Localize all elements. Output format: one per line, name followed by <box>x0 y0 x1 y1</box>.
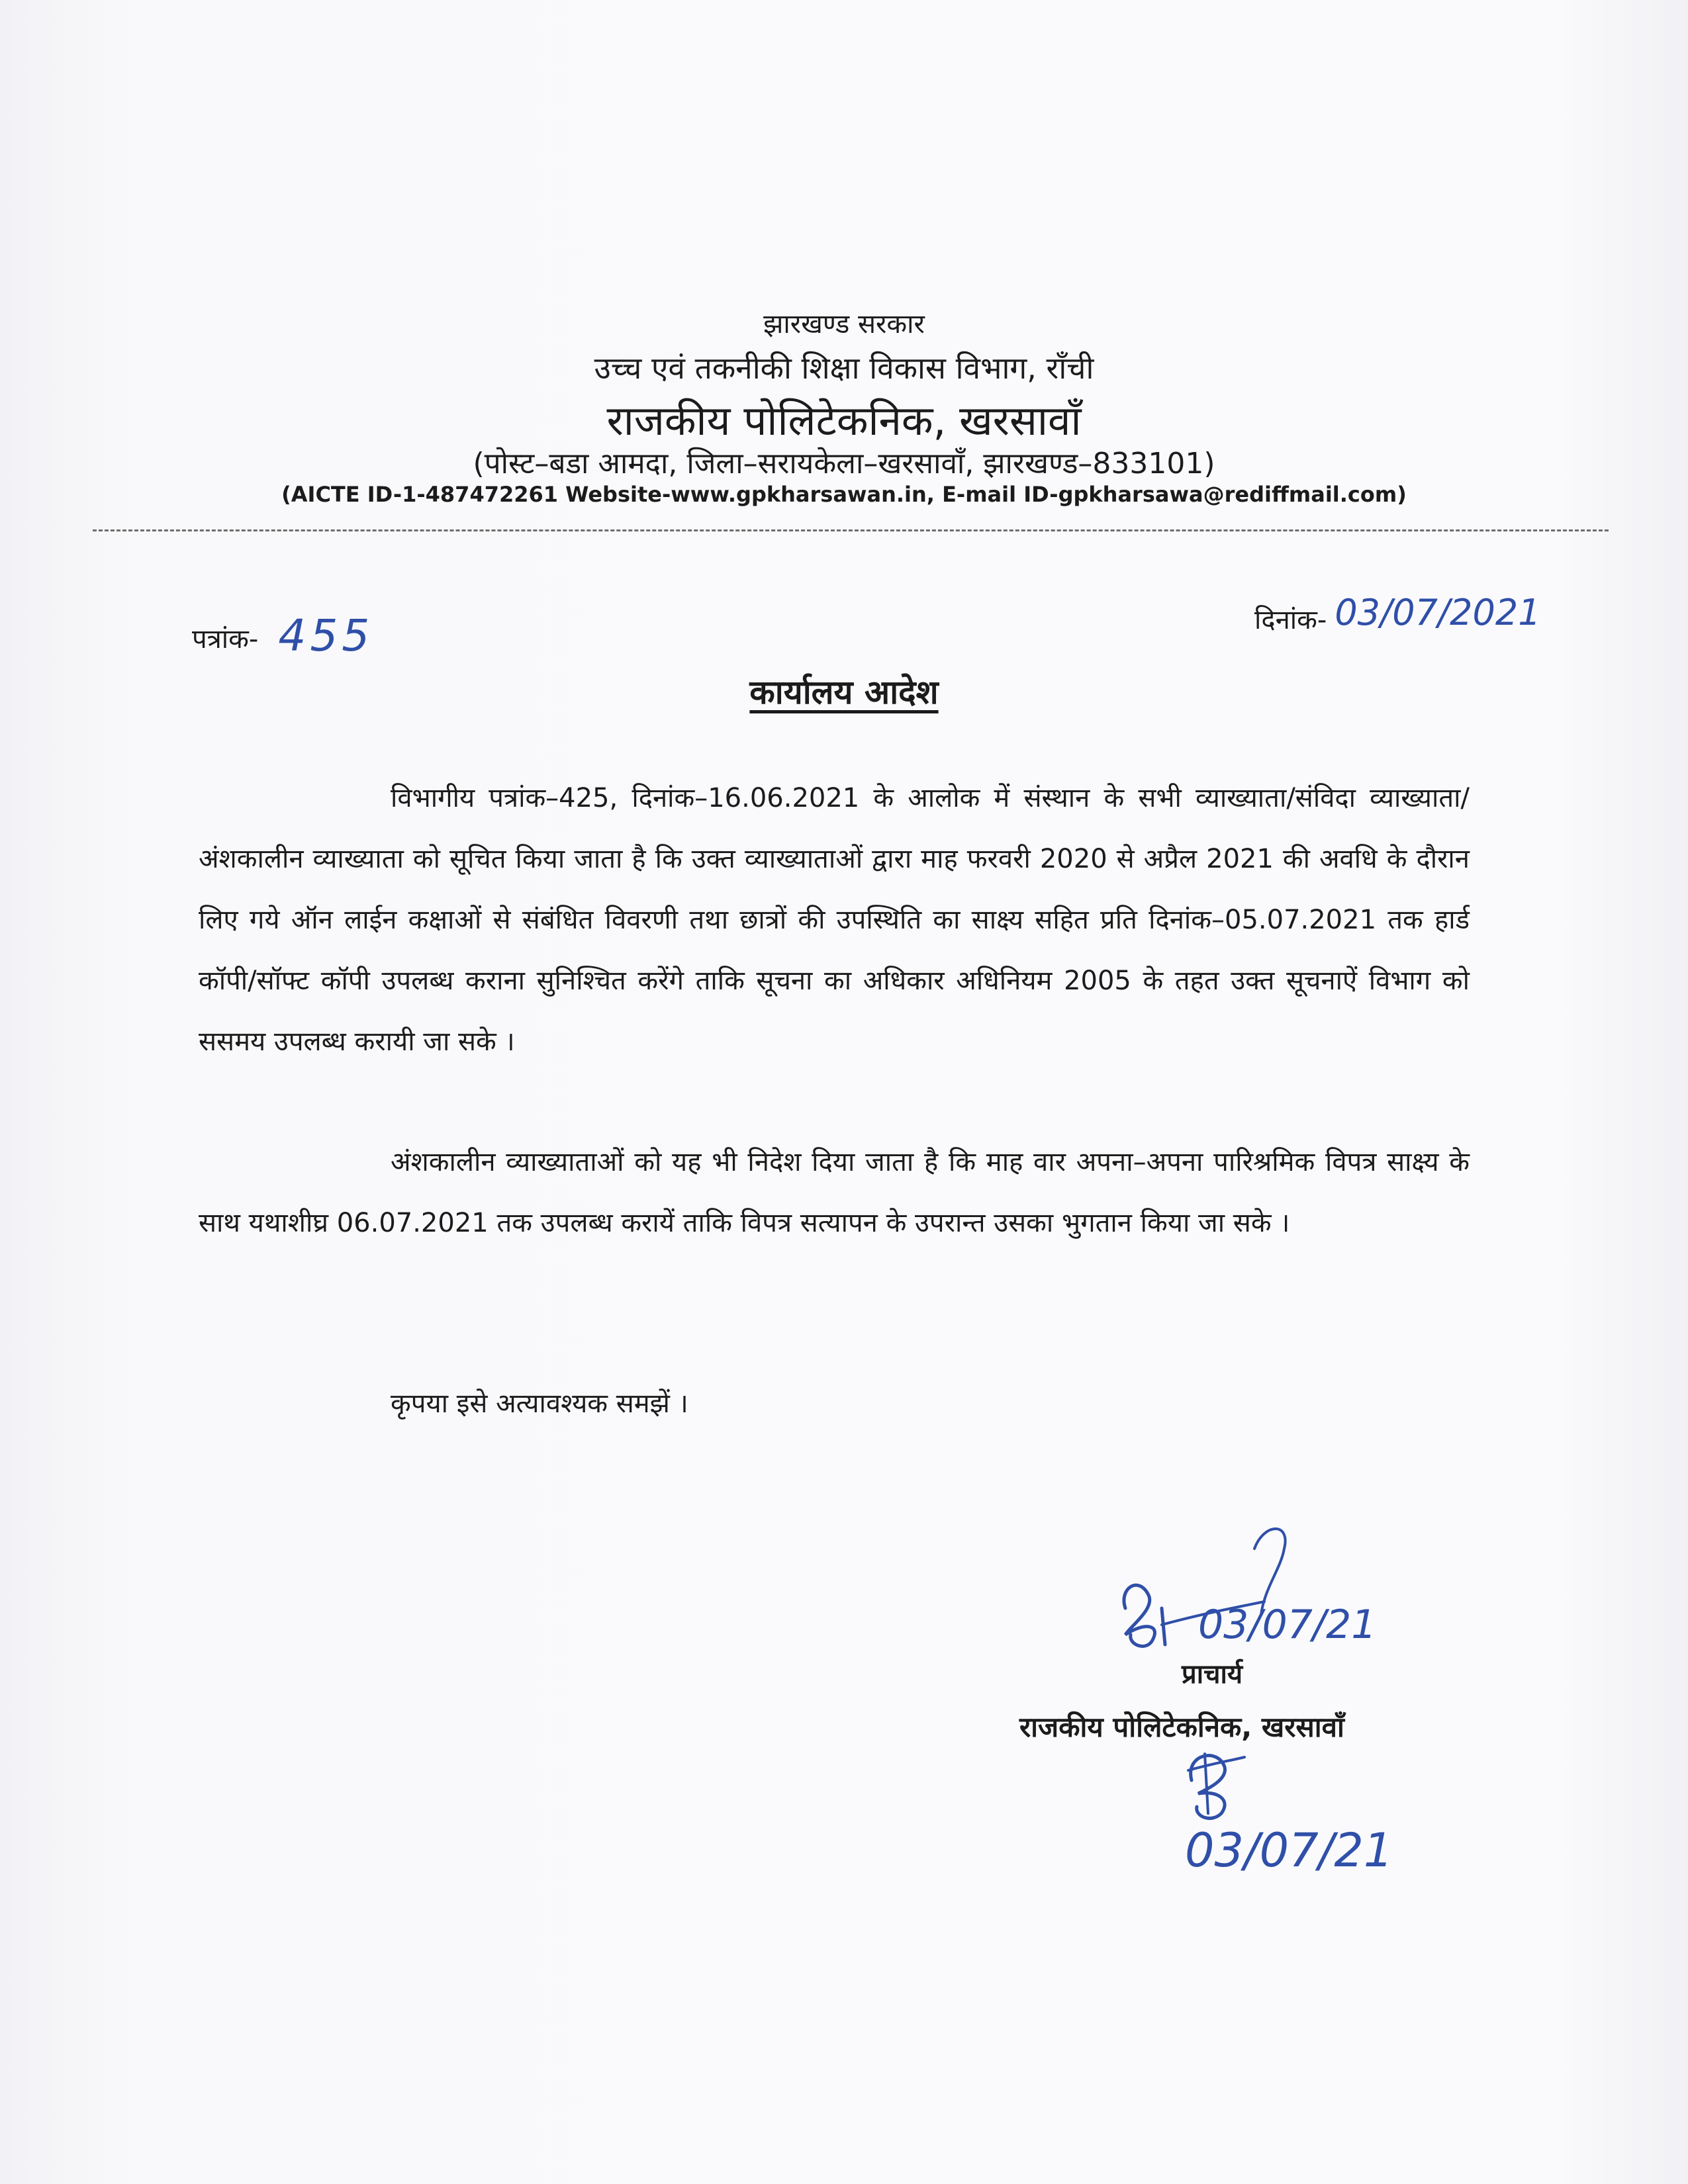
reference-number <box>192 608 373 659</box>
paragraph-2 <box>199 1132 1470 1253</box>
designation-principal: प्राचार्य <box>1182 1659 1243 1690</box>
paragraph-3 <box>199 1373 1470 1434</box>
paragraph-1-text: विभागीय पत्रांक–425, दिनांक–16.06.2021 के आलोक में संस्थान के सभी व्याख्याता/संविदा व्याख्याता/अंशकालीन व्याख्याता को सूचित किया जाता है कि उक्त व्याख्याताओं द्वारा माह फरवरी 2020 से अप्रैल 2021 की अवधि के दौरान लिए गये ऑन लाईन कक्षाओं से संबंधित विवरणी तथा छात्रों की उपस्थिति का साक्ष्य सहित प्रति दिनांक–05.07.2021 तक हार्ड कॉपी/सॉफ्ट कॉपी उपलब्ध कराना सुनिश्चित करेंगे ताकि सूचना का अधिकार अधिनियम 2005 के तहत उक्त सूचनाऐं विभाग को ससमय उपलब्ध करायी जा सके । <box>199 783 1470 1057</box>
header-address: (पोस्ट–बडा आमदा, जिला–सरायकेला–खरसावाँ, झारखण्ड–833101) <box>473 447 1215 480</box>
handwritten-signature <box>1099 1509 1417 1681</box>
paragraph-3-text: कृपया इसे अत्यावश्यक समझें । <box>391 1388 688 1419</box>
order-date <box>1254 592 1541 637</box>
header-department: उच्च एवं तकनीकी शिक्षा विकास विभाग, राँची <box>594 350 1094 386</box>
handwritten-initials <box>1165 1734 1417 1880</box>
initials-date: 03/07/21 <box>1185 1823 1393 1878</box>
header-divider <box>93 529 1609 531</box>
paragraph-2-text: अंशकालीन व्याख्याताओं को यह भी निदेश दिया जाता है कि माह वार अपना–अपना पारिश्रमिक विपत्र साक्ष्य के साथ यथाशीघ्र 06.07.2021 तक उपलब्ध करायें ताकि विपत्र सत्यापन के उपरान्त उसका भुगतान किया जा सके । <box>199 1147 1470 1238</box>
header-contact: (AICTE ID-1-487472261 Website-www.gpkharsawan.in, E-mail ID-gpkharsawa@rediffmail.com) <box>281 482 1407 507</box>
order-title-text: कार्यालय आदेश <box>749 673 939 711</box>
header-institute: राजकीय पोलिटेकनिक, खरसावाँ <box>606 396 1082 445</box>
paragraph-1 <box>199 768 1470 1072</box>
date-label: दिनांक- <box>1254 605 1327 635</box>
order-title <box>0 668 1688 713</box>
date-handwritten-value: 03/07/2021 <box>1335 592 1541 633</box>
header-government: झारखण्ड सरकार <box>763 309 925 340</box>
reference-handwritten-number: 455 <box>278 610 374 661</box>
reference-label: पत्रांक- <box>192 624 259 655</box>
signature-date: 03/07/21 <box>1198 1602 1377 1648</box>
designation-institute: राजकीय पोलिटेकनिक, खरसावाँ <box>1019 1711 1344 1743</box>
